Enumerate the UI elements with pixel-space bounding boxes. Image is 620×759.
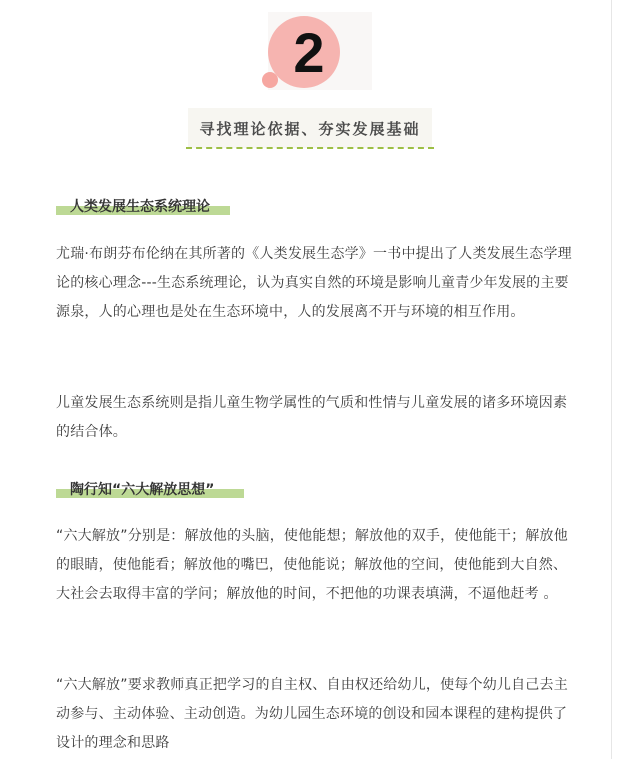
- subheading-text: 人类发展生态系统理论: [70, 199, 210, 215]
- paragraph: 儿童发展生态系统则是指儿童生物学属性的气质和性情与儿童发展的诸多环境因素的结合体。: [56, 395, 568, 440]
- paragraph: “六大解放”分别是：解放他的头脑，使他能想；解放他的双手，使他能干；解放他的眼睛，使他能看；解放他的嘴巴，使他能说；解放他的空间，使他能到大自然、大社会去取得丰富的学问；解放他的时间，不把他的功课表填满，不逼他赶考 。: [56, 528, 568, 602]
- subheading-text: 陶行知“六大解放思想”: [70, 482, 215, 498]
- badge-dot: [262, 72, 278, 88]
- title-dashed-underline: [186, 147, 434, 149]
- paragraph: “六大解放”要求教师真正把学习的自主权、自由权还给幼儿，使每个幼儿自己去主动参与、主动体验、主动创造。为幼儿园生态环境的创设和园本课程的建构提供了设计的理念和思路: [56, 677, 568, 751]
- subheading-ecology-theory: [56, 197, 210, 217]
- section-title: 寻找理论依据、夯实发展基础: [188, 108, 432, 148]
- subheading-six-liberations: [56, 480, 214, 500]
- section-number: 2: [293, 21, 325, 84]
- page-edge-rule: [611, 0, 612, 759]
- section-number-badge: [258, 12, 374, 92]
- paragraph: 尤瑞·布朗芬布伦纳在其所著的《人类发展生态学》一书中提出了人类发展生态学理论的核心理念---生态系统理论，认为真实自然的环境是影响儿童青少年发展的主要源泉，人的心理也是处在生态环境中，人的发展离不开与环境的相互作用。: [56, 246, 572, 320]
